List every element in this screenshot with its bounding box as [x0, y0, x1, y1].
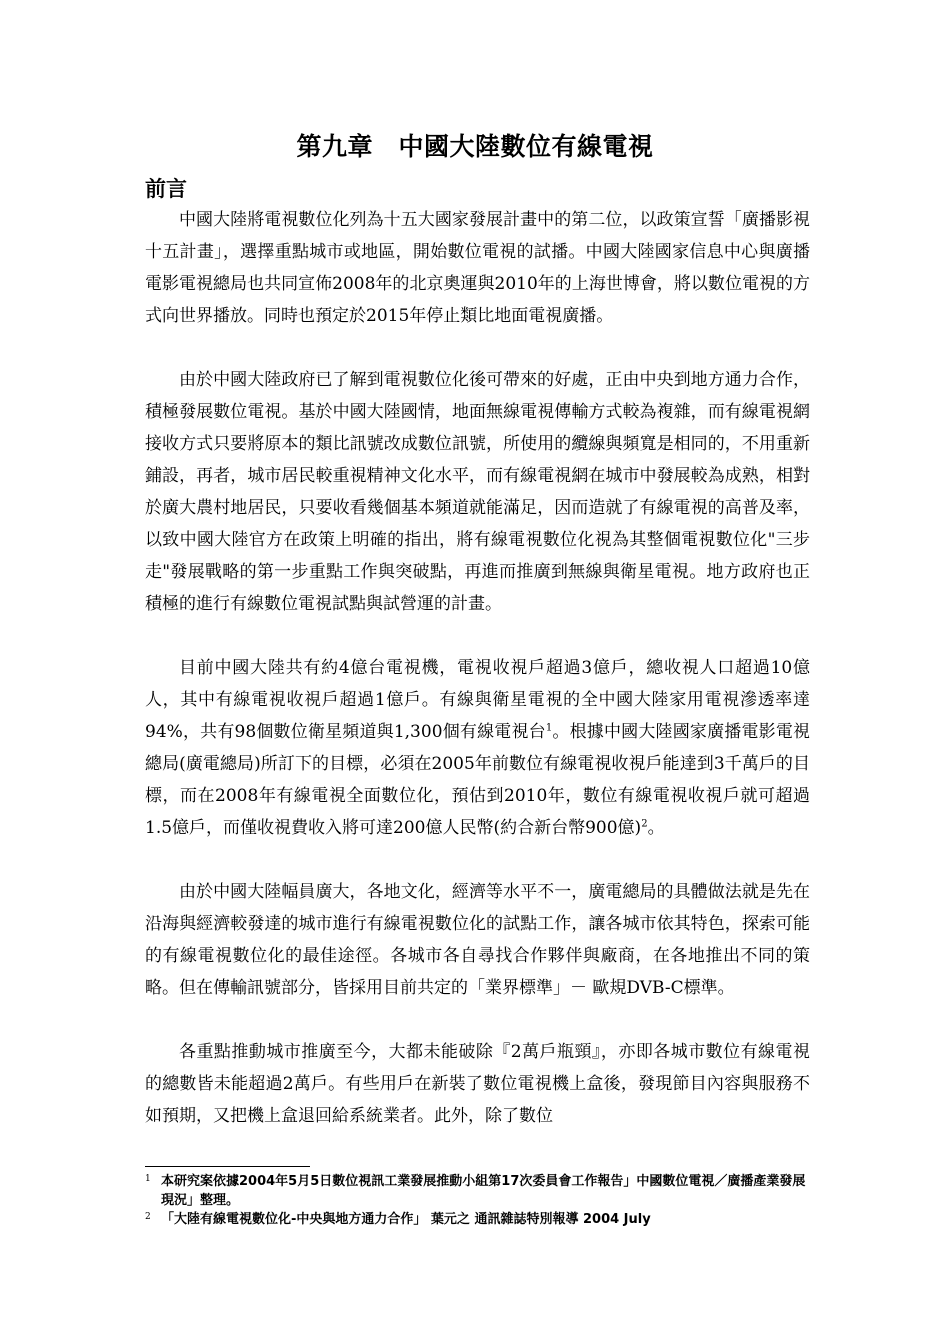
paragraph-3-part-a: 目前中國大陸共有約4億台電視機，電視收視戶超過3億戶，總收視人口超過10億人，其中有線電視收視戶超過1億戶。有線與衛星電視的全中國大陸家用電視滲透率達94%，共有98個數位衛星頻道與1,300個有線電視台	[145, 658, 810, 742]
footnote-1	[145, 1172, 810, 1210]
footnote-ref-1[interactable]: 1	[545, 722, 553, 734]
footnote-2-mark: 2	[145, 1212, 151, 1222]
footnote-1-mark: 1	[145, 1174, 151, 1184]
paragraph-3-part-c: 。	[647, 818, 665, 838]
paragraph-3-part-b: 。根據中國大陸國家廣播電影電視總局(廣電總局)所訂下的目標，必須在2005年前數位有線電視收視戶能達到3千萬戶的目標，而在2008年有線電視全面數位化，預估到2010年，數位有線電視收視戶就可超過1.5億戶，而僅收視費收入將可達200億人民幣(約合新台幣900億)	[145, 722, 811, 838]
chapter-title: 第九章 中國大陸數位有線電視	[296, 132, 654, 161]
footnotes	[145, 1172, 810, 1229]
paragraph-4: 由於中國大陸幅員廣大，各地文化，經濟等水平不一，廣電總局的具體做法就是先在沿海與經濟較發達的城市進行有線電視數位化的試點工作，讓各城市依其特色，探索可能的有線電視數位化的最佳途徑。各城市各自尋找合作夥伴與廠商，在各地推出不同的策略。但在傳輸訊號部分，皆採用目前共定的「業界標準」－ 歐規DVB-C標準。	[145, 882, 810, 998]
footnote-2	[145, 1210, 810, 1229]
body-text	[145, 204, 810, 1164]
footnote-divider	[145, 1166, 310, 1167]
paragraph-1: 中國大陸將電視數位化列為十五大國家發展計畫中的第二位，以政策宣誓「廣播影視十五計畫」，選擇重點城市或地區，開始數位電視的試播。中國大陸國家信息中心與廣播電影電視總局也共同宣佈2008年的北京奧運與2010年的上海世博會，將以數位電視的方式向世界播放。同時也預定於2015年停止類比地面電視廣播。	[145, 210, 810, 326]
footnote-2-text: 「大陸有線電視數位化-中央與地方通力合作」 葉元之 通訊雜誌特別報導 2004 July	[161, 1212, 651, 1227]
section-heading: 前言	[145, 177, 187, 201]
footnote-1-text: 本研究案依據2004年5月5日數位視訊工業發展推動小組第17次委員會工作報告」中國數位電視／廣播產業發展現況」整理。	[161, 1174, 806, 1208]
paragraph-3	[145, 652, 810, 844]
footnote-ref-2[interactable]: 2	[641, 818, 648, 830]
paragraph-2: 由於中國大陸政府已了解到電視數位化後可帶來的好處，正由中央到地方通力合作，積極發展數位電視。基於中國大陸國情，地面無線電視傳輸方式較為複雜，而有線電視網接收方式只要將原本的類比訊號改成數位訊號，所使用的纜線與頻寬是相同的，不用重新鋪設，再者，城市居民較重視精神文化水平，而有線電視網在城市中發展較為成熟，相對於廣大農村地居民，只要收看幾個基本頻道就能滿足，因而造就了有線電視的高普及率，以致中國大陸官方在政策上明確的指出，將有線電視數位化視為其整個電視數位化"三步走"發展戰略的第一步重點工作與突破點，再進而推廣到無線與衛星電視。地方政府也正積極的進行有線數位電視試點與試營運的計畫。	[145, 370, 810, 614]
paragraph-5: 各重點推動城市推廣至今，大都未能破除『2萬戶瓶頸』，亦即各城市數位有線電視的總數皆未能超過2萬戶。有些用戶在新裝了數位電視機上盒後，發現節目內容與服務不如預期，又把機上盒退回給系統業者。此外，除了數位	[145, 1042, 810, 1126]
